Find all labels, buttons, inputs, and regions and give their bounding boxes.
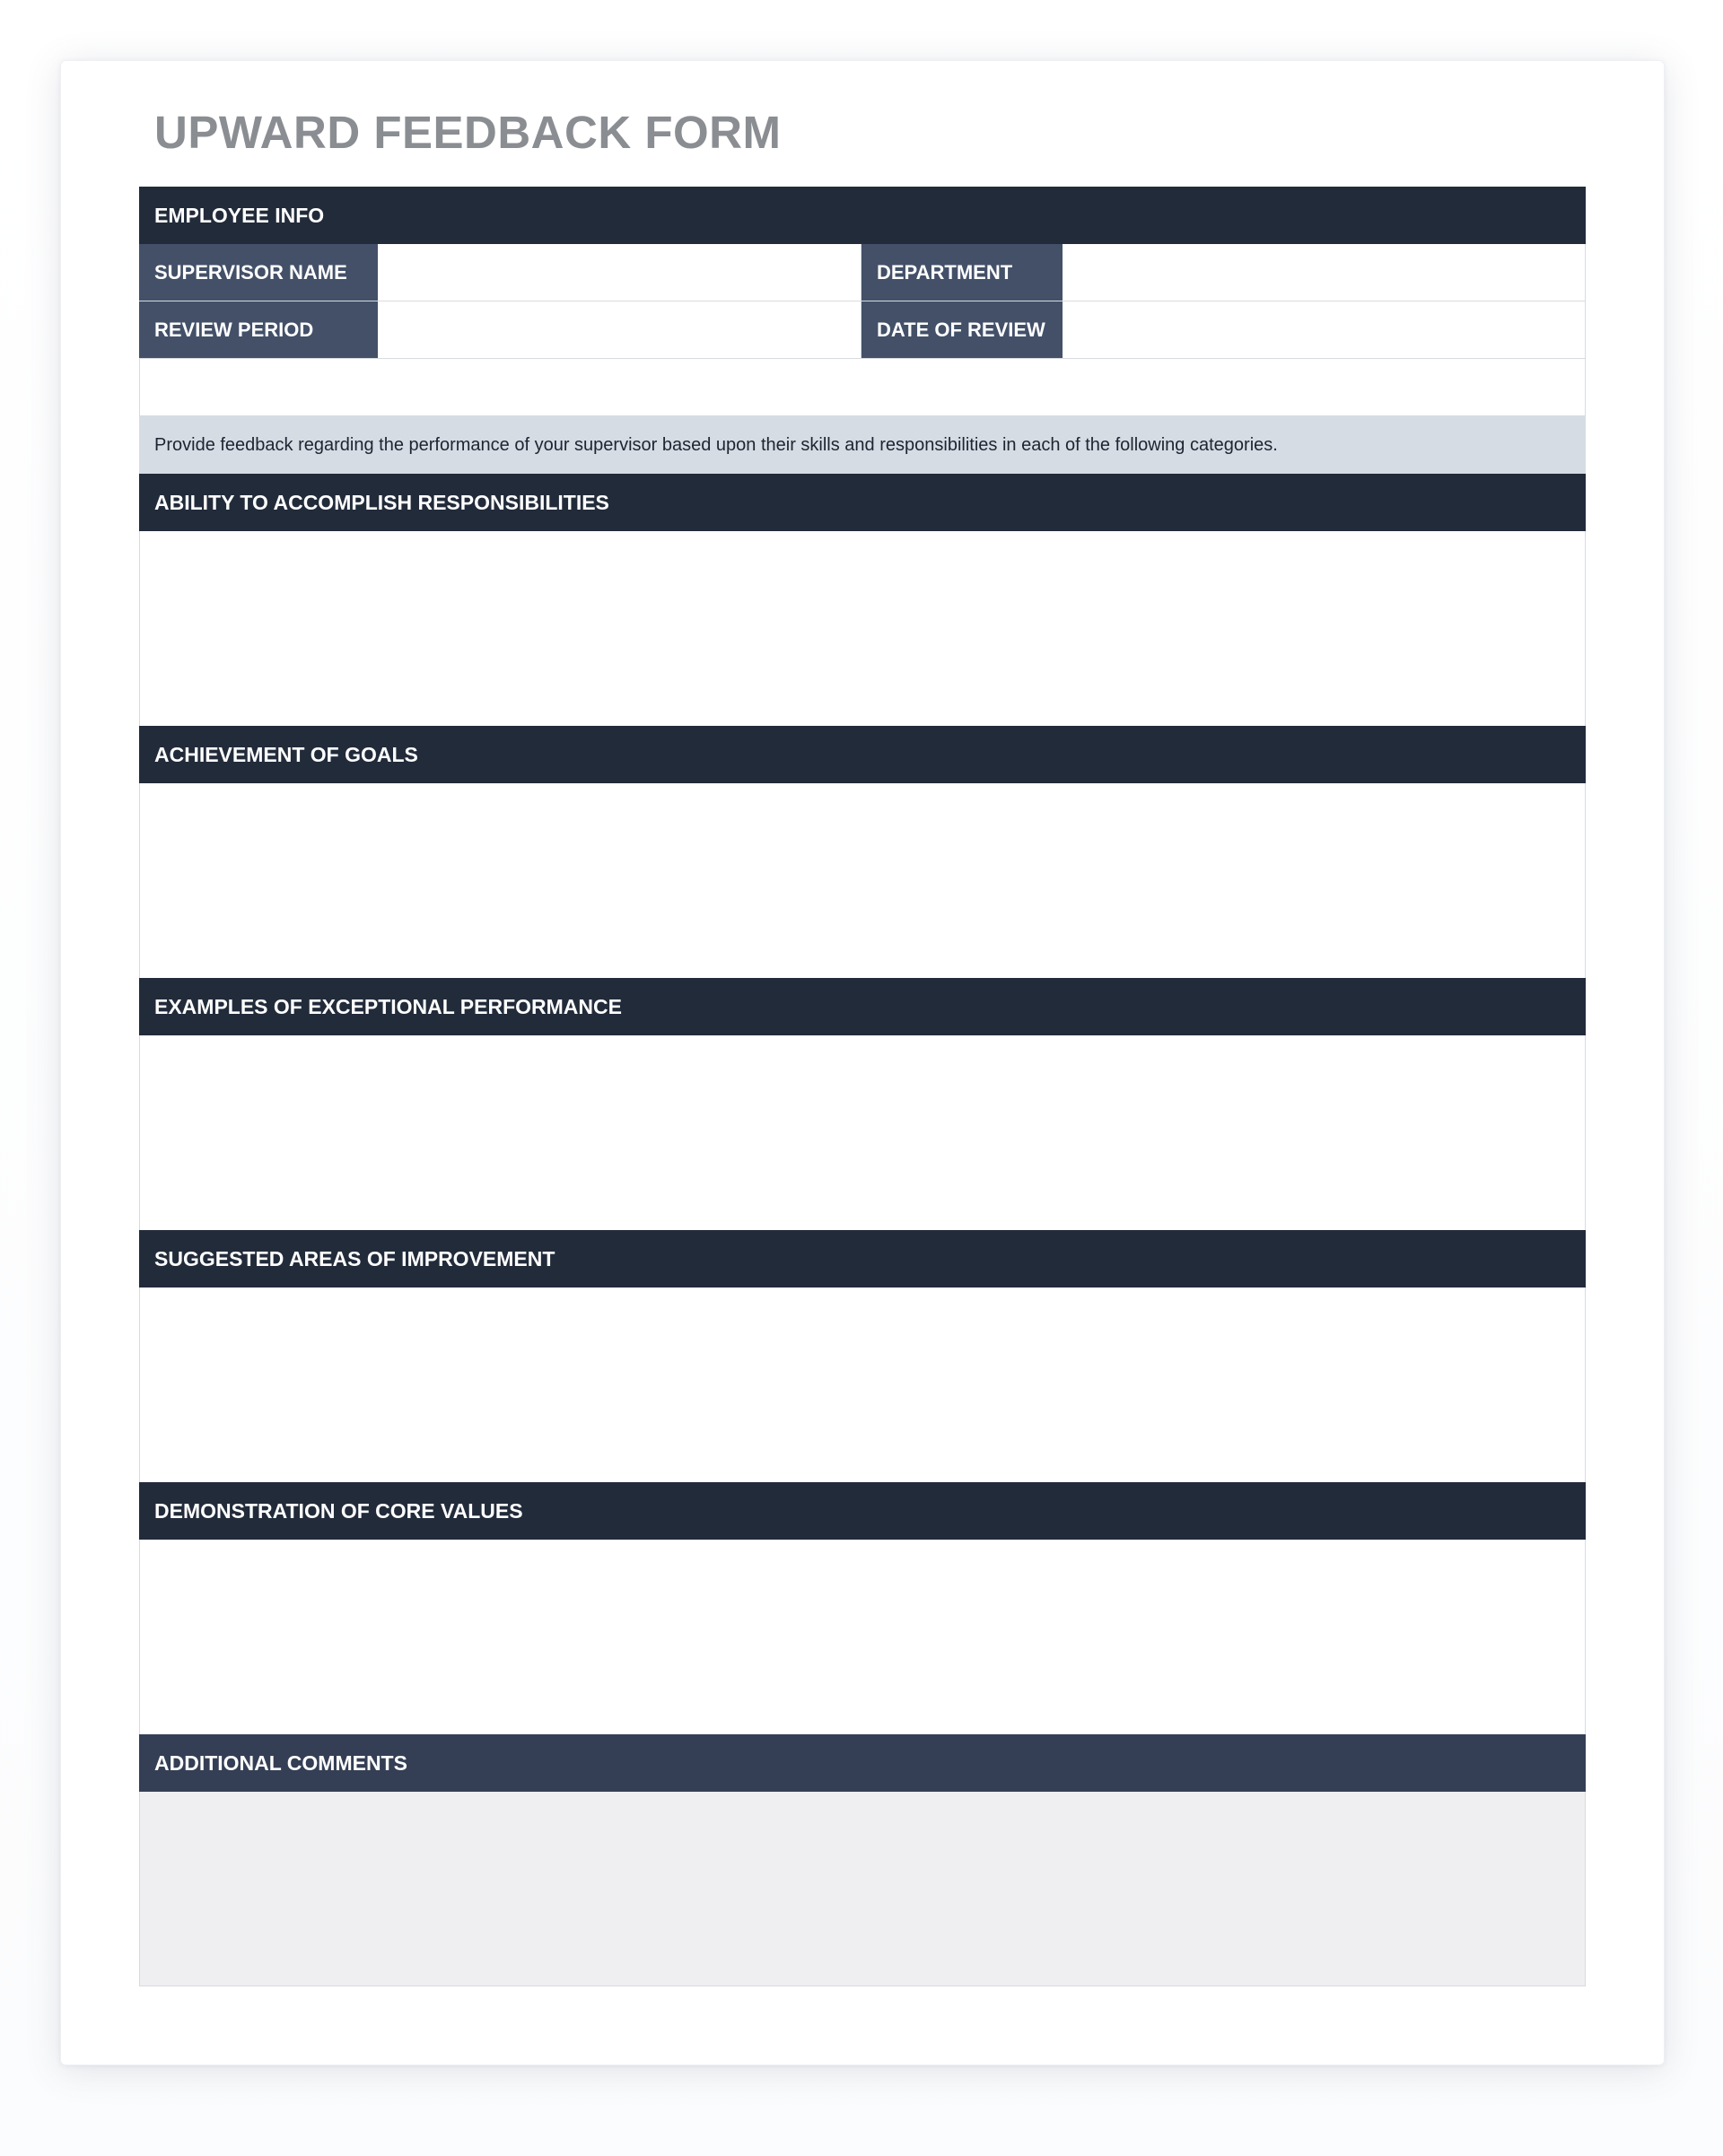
department-field[interactable] [1063,244,1586,301]
info-row-supervisor [139,244,1586,301]
section-header-goals: ACHIEVEMENT OF GOALS [139,726,1586,783]
exceptional-performance-response-field[interactable] [139,1035,1586,1230]
section-header-responsibilities: ABILITY TO ACCOMPLISH RESPONSIBILITIES [139,474,1586,531]
responsibilities-response-field[interactable] [139,531,1586,726]
department-label: DEPARTMENT [862,244,1063,301]
feedback-form [139,187,1586,1986]
employee-info-header: EMPLOYEE INFO [139,187,1586,244]
instructions-text: Provide feedback regarding the performance of your supervisor based upon their skills and responsibilities in each of the following categories. [139,416,1586,474]
improvement-response-field[interactable] [139,1287,1586,1482]
section-header-exceptional-performance: EXAMPLES OF EXCEPTIONAL PERFORMANCE [139,978,1586,1035]
spacer-row [139,359,1586,416]
date-of-review-field[interactable] [1063,301,1586,358]
section-header-core-values: DEMONSTRATION OF CORE VALUES [139,1482,1586,1540]
additional-comments-response-field[interactable] [139,1792,1586,1986]
form-title: UPWARD FEEDBACK FORM [154,107,782,158]
section-header-improvement: SUGGESTED AREAS OF IMPROVEMENT [139,1230,1586,1287]
section-header-additional-comments: ADDITIONAL COMMENTS [139,1734,1586,1792]
supervisor-name-label: SUPERVISOR NAME [139,244,378,301]
goals-response-field[interactable] [139,783,1586,978]
core-values-response-field[interactable] [139,1540,1586,1734]
review-period-field[interactable] [378,301,862,358]
date-of-review-label: DATE OF REVIEW [862,301,1063,358]
info-row-review [139,301,1586,359]
form-sheet [60,60,1665,2065]
supervisor-name-field[interactable] [378,244,862,301]
review-period-label: REVIEW PERIOD [139,301,378,358]
